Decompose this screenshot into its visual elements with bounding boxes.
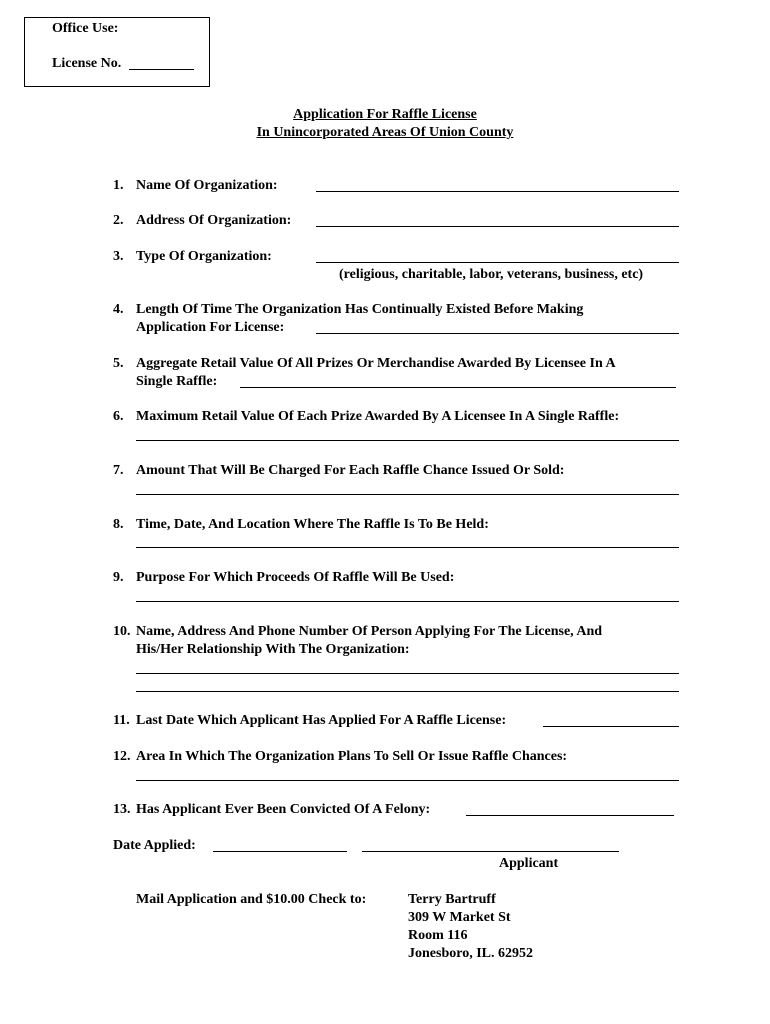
aggregate-value-field[interactable]: [240, 387, 676, 388]
item-number: 4.: [113, 302, 124, 317]
organization-type-label: Type Of Organization:: [136, 249, 272, 264]
item-number: 7.: [113, 463, 124, 478]
max-prize-value-field[interactable]: [136, 440, 679, 441]
date-applied-label: Date Applied:: [113, 838, 196, 853]
last-application-date-label: Last Date Which Applicant Has Applied For A Raffle License:: [136, 713, 507, 728]
item-number: 5.: [113, 356, 124, 371]
organization-name-label: Name Of Organization:: [136, 178, 278, 193]
form-subtitle: In Unincorporated Areas Of Union County: [256, 125, 514, 140]
item-number: 8.: [113, 517, 124, 532]
existence-length-label-cont: Application For License:: [136, 320, 285, 335]
proceeds-purpose-label: Purpose For Which Proceeds Of Raffle Will Be Used:: [136, 570, 455, 585]
organization-type-field[interactable]: [316, 262, 679, 263]
applicant-info-field-2[interactable]: [136, 691, 679, 692]
form-title: Application For Raffle License: [293, 107, 477, 122]
license-no-field[interactable]: [129, 69, 194, 70]
item-number: 6.: [113, 409, 124, 424]
item-number: 10.: [113, 624, 131, 639]
chance-price-label: Amount That Will Be Charged For Each Raffle Chance Issued Or Sold:: [136, 463, 565, 478]
item-number: 1.: [113, 178, 124, 193]
raffle-time-location-label: Time, Date, And Location Where The Raffle Is To Be Held:: [136, 517, 489, 532]
proceeds-purpose-field[interactable]: [136, 601, 679, 602]
item-number: 9.: [113, 570, 124, 585]
mailing-address-line: Terry Bartruff: [408, 892, 496, 907]
last-application-date-field[interactable]: [543, 726, 679, 727]
existence-length-label: Length Of Time The Organization Has Continually Existed Before Making: [136, 302, 584, 317]
mailing-address-line: 309 W Market St: [408, 910, 511, 925]
felony-answer-field[interactable]: [466, 815, 674, 816]
item-number: 2.: [113, 213, 124, 228]
applicant-signature-field[interactable]: [362, 851, 619, 852]
date-applied-field[interactable]: [213, 851, 347, 852]
aggregate-value-label: Aggregate Retail Value Of All Prizes Or Merchandise Awarded By Licensee In A: [136, 356, 616, 371]
item-number: 11.: [113, 713, 130, 728]
sales-area-field[interactable]: [136, 780, 679, 781]
organization-type-hint: (religious, charitable, labor, veterans, business, etc): [339, 267, 644, 282]
applicant-label: Applicant: [499, 856, 559, 871]
felony-question-label: Has Applicant Ever Been Convicted Of A Felony:: [136, 802, 431, 817]
item-number: 3.: [113, 249, 124, 264]
organization-address-field[interactable]: [316, 226, 679, 227]
max-prize-value-label: Maximum Retail Value Of Each Prize Awarded By A Licensee In A Single Raffle:: [136, 409, 620, 424]
raffle-time-location-field[interactable]: [136, 547, 679, 548]
license-no-label: License No.: [52, 56, 122, 71]
organization-name-field[interactable]: [316, 191, 679, 192]
mailing-address-line: Jonesboro, IL. 62952: [408, 946, 533, 961]
sales-area-label: Area In Which The Organization Plans To Sell Or Issue Raffle Chances:: [136, 749, 568, 764]
aggregate-value-label-cont: Single Raffle:: [136, 374, 218, 389]
applicant-info-field-1[interactable]: [136, 673, 679, 674]
chance-price-field[interactable]: [136, 494, 679, 495]
organization-address-label: Address Of Organization:: [136, 213, 292, 228]
existence-length-field[interactable]: [316, 333, 679, 334]
applicant-info-label-cont: His/Her Relationship With The Organization:: [136, 642, 410, 657]
office-use-label: Office Use:: [52, 21, 119, 36]
applicant-info-label: Name, Address And Phone Number Of Person Applying For The License, And: [136, 624, 603, 639]
mailing-address-line: Room 116: [408, 928, 468, 943]
mail-instructions: Mail Application and $10.00 Check to:: [136, 892, 367, 907]
item-number: 12.: [113, 749, 131, 764]
item-number: 13.: [113, 802, 131, 817]
